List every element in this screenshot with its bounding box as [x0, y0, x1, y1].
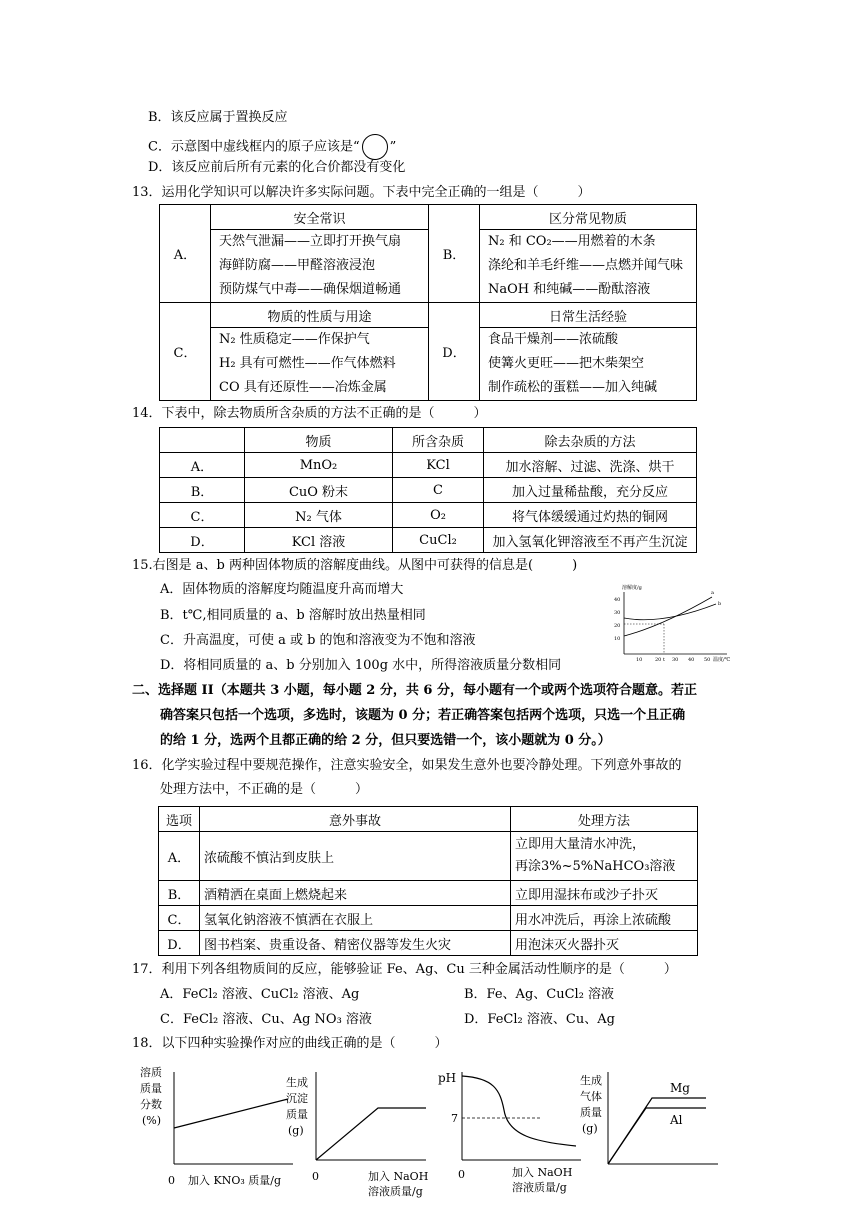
- table-row: [159, 832, 698, 881]
- q15-stem: 15.右图是 a、b 两种固体物质的溶解度曲线。从图中可获得的信息是( ): [132, 558, 578, 573]
- q13-item: 天然气泄漏——立即打开换气扇: [219, 234, 402, 249]
- q14-cell: 加水溶解、过滤、洗涤、烘干: [484, 453, 697, 478]
- g4-ylabel: 气体: [580, 1090, 602, 1103]
- x-tick: 30: [672, 657, 679, 663]
- q13-item: CO 具有还原性——冶炼金属: [219, 380, 387, 395]
- g3-ref-label: 7: [451, 1112, 458, 1125]
- q13-header-a: 安全常识: [211, 205, 429, 230]
- g2-ylabel: 沉淀: [286, 1092, 308, 1105]
- q17-option-d: D．FeCl₂ 溶液、Cu、Ag: [464, 1012, 615, 1027]
- q14-header: [160, 428, 245, 453]
- g2-xlabel: 溶液质量/g: [368, 1185, 423, 1198]
- y-tick: 40: [614, 597, 621, 603]
- q18-graph-4: [578, 1064, 728, 1204]
- table-row: [160, 453, 697, 478]
- q16-cell: 用泡沫灭火器扑灭: [511, 931, 698, 956]
- q12-option-c: [148, 134, 396, 160]
- q18-graph-3: [436, 1064, 586, 1204]
- g4-ylabel: (g): [582, 1122, 598, 1135]
- g1-ylabel: (%): [142, 1114, 162, 1127]
- q16-method-line: 再涂3%~5%NaHCO₃溶液: [515, 859, 676, 874]
- q14-cell: MnO₂: [245, 453, 393, 478]
- q15-option-b: B．t℃,相同质量的 a、b 溶解时放出热量相同: [160, 608, 426, 623]
- q13-items-b: [480, 230, 697, 303]
- q16-cell: B．: [159, 881, 200, 906]
- q16-cell: 立即用湿抹布或沙子扑灭: [511, 881, 698, 906]
- q13-label-d: D．: [429, 303, 480, 401]
- table-row: [159, 931, 698, 956]
- x-tick: 40: [688, 657, 695, 663]
- x-tick: 20: [655, 657, 662, 663]
- q13-header-c: 物质的性质与用途: [211, 303, 429, 328]
- q13-item: H₂ 具有可燃性——作气体燃料: [219, 356, 396, 371]
- chart-xlabel: 温度/℃: [713, 657, 731, 663]
- q13-label-b: B．: [429, 205, 480, 303]
- atom-circle-icon: [362, 134, 388, 160]
- q16-stem-line1: 16．化学实验过程中要规范操作，注意实验安全，如果发生意外也要冷静处理。下列意外事故的: [132, 758, 682, 773]
- q14-cell: C．: [160, 503, 245, 528]
- table-row: [160, 503, 697, 528]
- q16-cell: C．: [159, 906, 200, 931]
- q14-cell: D．: [160, 528, 245, 553]
- section2-line2: 确答案只包括一个选项，多选时，该题为 0 分；若正确答案包括两个选项，只选一个且正确: [160, 708, 686, 723]
- q18-graph-1: [138, 1064, 298, 1204]
- section2-line1: 二、选择题 II（本题共 3 小题，每小题 2 分，共 6 分，每小题有一个或两个选项符合题意。若正: [132, 683, 697, 698]
- g2-curve: [316, 1108, 426, 1160]
- q13-item: 使篝火更旺——把木柴架空: [488, 356, 645, 371]
- q13-header-b: 区分常见物质: [480, 205, 697, 230]
- q16-cell-method: [511, 832, 698, 881]
- q15-option-c: C．升高温度，可使 a 或 b 的饱和溶液变为不饱和溶液: [160, 633, 476, 648]
- q13-label-a: A．: [160, 205, 211, 303]
- q18-graph-2: [282, 1064, 432, 1204]
- curve-a-label: a: [711, 590, 714, 596]
- g3-curve: [462, 1076, 576, 1146]
- q12-option-c-text: C．示意图中虚线框内的原子应该是“: [148, 139, 360, 155]
- q13-item: 制作疏松的蛋糕——加入纯碱: [488, 380, 658, 395]
- q14-header: 物质: [245, 428, 393, 453]
- g4-ylabel: 生成: [580, 1074, 602, 1087]
- q16-stem-line2: 处理方法中，不正确的是（ ）: [160, 782, 369, 797]
- q13-item: 食品干燥剂——浓硫酸: [488, 332, 619, 347]
- q13-label-c: C．: [160, 303, 211, 401]
- g1-ylabel: 溶质: [140, 1066, 162, 1079]
- q17-option-c: C．FeCl₂ 溶液、Cu、Ag NO₃ 溶液: [160, 1012, 372, 1027]
- g2-ylabel: 生成: [286, 1076, 308, 1089]
- q17-option-b: B．Fe、Ag、CuCl₂ 溶液: [464, 987, 615, 1002]
- q16-cell: 浓硫酸不慎沾到皮肤上: [200, 832, 511, 881]
- q14-cell: 加入氢氧化钾溶液至不再产生沉淀: [484, 528, 697, 553]
- q14-cell: 将气体缓缓通过灼热的铜网: [484, 503, 697, 528]
- g3-xlabel: 加入 NaOH: [512, 1166, 573, 1179]
- q14-cell: CuCl₂: [393, 528, 484, 553]
- q18-stem: 18．以下四种实验操作对应的曲线正确的是（ ）: [132, 1036, 448, 1051]
- q15-option-d: D．将相同质量的 a、b 分别加入 100g 水中，所得溶液质量分数相同: [160, 658, 562, 673]
- q14-header: 所含杂质: [393, 428, 484, 453]
- g1-ylabel: 分数: [140, 1098, 162, 1111]
- q16-cell: D．: [159, 931, 200, 956]
- g1-ylabel: 质量: [140, 1082, 162, 1095]
- q16-header: 处理方法: [511, 807, 698, 832]
- q12-option-c-close: ”: [389, 139, 397, 155]
- x-tick: 50: [704, 657, 711, 663]
- q16-cell: 图书档案、贵重设备、精密仪器等发生火灾: [200, 931, 511, 956]
- g1-curve: [174, 1099, 288, 1128]
- y-tick: 10: [614, 636, 621, 642]
- curve-b-label: b: [718, 601, 722, 607]
- g3-xlabel: 溶液质量/g: [512, 1181, 567, 1194]
- q14-cell: N₂ 气体: [245, 503, 393, 528]
- curve-b: [624, 604, 716, 620]
- q14-cell: 加入过量稀盐酸，充分反应: [484, 478, 697, 503]
- q13-items-c: [211, 328, 429, 401]
- q13-header-d: 日常生活经验: [480, 303, 697, 328]
- q15-solubility-chart: [602, 582, 734, 664]
- g1-xlabel: 加入 KNO₃ 质量/g: [188, 1174, 282, 1187]
- curve-a: [624, 597, 712, 636]
- q14-cell: C: [393, 478, 484, 503]
- q14-cell: CuO 粉末: [245, 478, 393, 503]
- q13-item: NaOH 和纯碱——酚酞溶液: [488, 282, 651, 297]
- chart-ylabel: 溶解度/g: [622, 585, 642, 591]
- q12-option-b: B．该反应属于置换反应: [148, 110, 288, 125]
- g4-curve-al: [608, 1108, 706, 1164]
- q14-header: 除去杂质的方法: [484, 428, 697, 453]
- q14-cell: O₂: [393, 503, 484, 528]
- y-tick: 20: [614, 623, 621, 629]
- q17-option-a: A．FeCl₂ 溶液、CuCl₂ 溶液、Ag: [160, 987, 360, 1002]
- table-row: [159, 881, 698, 906]
- q13-table: [159, 204, 697, 401]
- x-tick: 10: [636, 657, 643, 663]
- q13-stem: 13．运用化学知识可以解决许多实际问题。下表中完全正确的一组是（ ）: [132, 185, 591, 200]
- g3-ylabel: pH: [438, 1071, 457, 1085]
- q13-item: N₂ 和 CO₂——用燃着的木条: [488, 234, 656, 249]
- q13-item: 预防煤气中毒——确保烟道畅通: [219, 282, 402, 297]
- q15-option-a: A．固体物质的溶解度均随温度升高而增大: [160, 582, 404, 597]
- q14-cell: KCl: [393, 453, 484, 478]
- q13-item: N₂ 性质稳定——作保护气: [219, 332, 370, 347]
- q14-cell: A．: [160, 453, 245, 478]
- q16-method-line: 立即用大量清水冲洗，: [515, 837, 646, 852]
- q17-stem: 17．利用下列各组物质间的反应，能够验证 Fe、Ag、Cu 三种金属活动性顺序的是（ ）: [132, 962, 677, 977]
- q16-table: [158, 806, 698, 956]
- q16-header: 选项: [159, 807, 200, 832]
- q16-cell: A．: [159, 832, 200, 881]
- g1-origin: 0: [168, 1174, 175, 1187]
- q13-item: 海鲜防腐——甲醛溶液浸泡: [219, 258, 376, 273]
- q13-items-d: [480, 328, 697, 401]
- g2-xlabel: 加入 NaOH: [368, 1170, 429, 1183]
- section2-line3: 的给 1 分，选两个且都正确的给 2 分，但只要选错一个，该小题就为 0 分。）: [160, 733, 611, 748]
- q14-cell: B．: [160, 478, 245, 503]
- g2-ylabel: (g): [288, 1124, 304, 1137]
- q13-item: 涤纶和羊毛纤维——点燃并闻气味: [488, 258, 684, 273]
- q16-cell: 用水冲洗后，再涂上浓硫酸: [511, 906, 698, 931]
- q13-items-a: [211, 230, 429, 303]
- g4-series-mg: Mg: [670, 1081, 690, 1095]
- q14-table: [159, 427, 697, 553]
- q16-header: 意外事故: [200, 807, 511, 832]
- y-tick: 30: [614, 610, 621, 616]
- g2-ylabel: 质量: [286, 1108, 308, 1121]
- q16-cell: 酒精洒在桌面上燃烧起来: [200, 881, 511, 906]
- g4-series-al: Al: [670, 1113, 683, 1127]
- g2-origin: 0: [312, 1170, 319, 1183]
- q12-option-d: D．该反应前后所有元素的化合价都没有变化: [148, 160, 406, 175]
- table-row: [160, 528, 697, 553]
- q16-cell: 氢氧化钠溶液不慎洒在衣服上: [200, 906, 511, 931]
- g3-origin: 0: [458, 1168, 465, 1181]
- table-row: [160, 478, 697, 503]
- g4-ylabel: 质量: [580, 1106, 602, 1119]
- x-tick-t: t: [663, 657, 666, 663]
- q14-cell: KCl 溶液: [245, 528, 393, 553]
- table-row: [159, 906, 698, 931]
- q14-stem: 14．下表中，除去物质所含杂质的方法不正确的是（ ）: [132, 406, 487, 421]
